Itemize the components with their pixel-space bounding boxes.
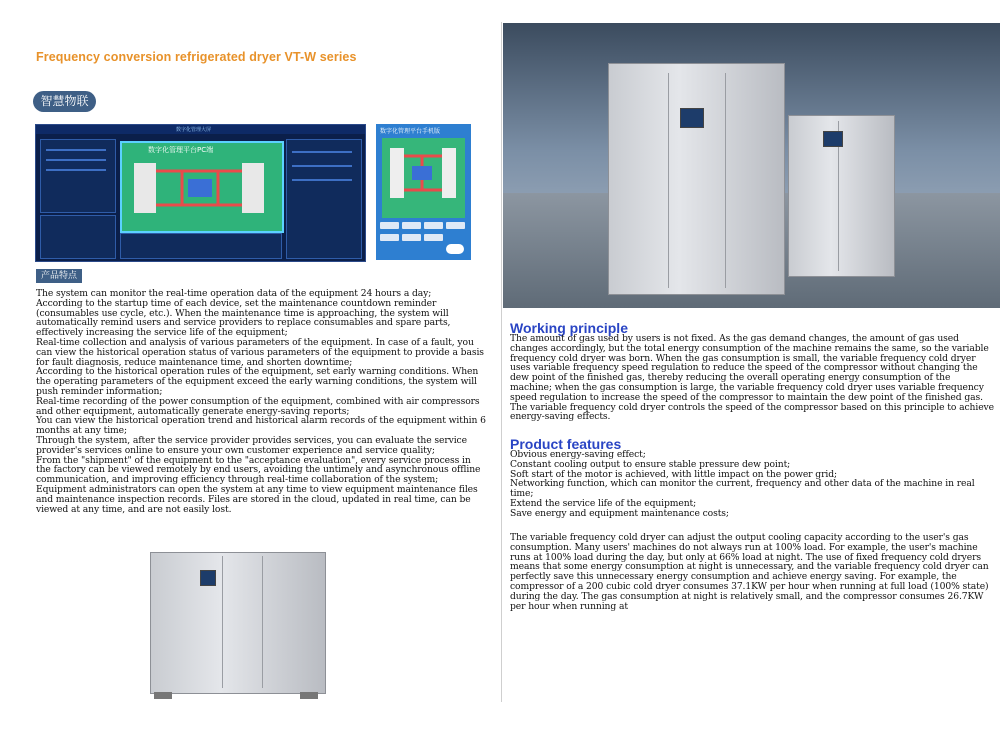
feature-item: Save energy and equipment maintenance costs; bbox=[510, 507, 729, 519]
left-paragraph: You can view the historical operation trend and historical alarm records of the equipment within 6 months at any time; bbox=[36, 415, 486, 437]
machine-body bbox=[150, 552, 326, 694]
hero-product-image bbox=[503, 23, 1000, 308]
dashboard-top-title: 数字化管理大屏 bbox=[176, 127, 212, 133]
left-paragraph: From the "shipment" of the equipment to the "acceptance evaluation", every service process in the factory can be viewed remotely by end users, avoiding the untimely and asynchronous offline communication, and improving efficiency through real-time collaboration of the system; bbox=[36, 454, 481, 486]
dashboard-row bbox=[292, 179, 352, 181]
mobile-btn bbox=[424, 222, 443, 229]
machine-control-screen bbox=[200, 570, 216, 586]
mobile-btn bbox=[424, 234, 443, 241]
left-paragraph: Equipment administrators can open the system at any time to view equipment maintenance files and maintenance inspection records. Files are stored in the cloud, updated in real time, can be viewed at any time, and are not easily lost. bbox=[36, 483, 478, 515]
mobile-btn bbox=[380, 222, 399, 229]
dashboard-bottom-panel bbox=[120, 233, 282, 259]
feature-item: Constant cooling output to ensure stable pressure dew point; bbox=[510, 458, 791, 470]
dashboard-row bbox=[46, 169, 106, 171]
mobile-btn bbox=[402, 234, 421, 241]
feature-item: Soft start of the motor is achieved, with little impact on the power grid; bbox=[510, 468, 837, 480]
schematic-tank-2 bbox=[242, 163, 264, 213]
dashboard-left-bottom-panel bbox=[40, 215, 116, 259]
machine-foot bbox=[154, 692, 172, 699]
feature-item: Extend the service life of the equipment; bbox=[510, 497, 697, 509]
page-title: Frequency conversion refrigerated dryer VT-W series bbox=[36, 50, 357, 64]
dashboard-pc-screen bbox=[120, 141, 284, 233]
product-features-heading: Product features bbox=[510, 436, 622, 452]
variable-frequency-paragraph: The variable frequency cold dryer can adjust the output cooling capacity according to the user's gas consumption. Many users' machines do not always run at 100% load. For example, the user's machine runs at 100% load during the day, but only at 66% load at night. The use of fixed frequency cold dryers means that some energy consumption at night is unnecessary, and the variable frequency cold dryer can perfectly save this unnecessary energy consumption and achieve energy saving. For example, the compressor of a 200 cubic cold dryer consumes 37.1KW per hour when running at full load (100% state) during the day. The gas consumption at night is relatively small, and the compressor consumes 26.7KW per hour when running at bbox=[510, 532, 989, 612]
hero-panel-seam bbox=[668, 73, 669, 288]
dashboard-row bbox=[46, 149, 106, 151]
mobile-btn bbox=[446, 222, 465, 229]
working-principle-body: The amount of gas used by users is not fixed. As the gas demand changes, the amount of gas used changes accordingly, but the total energy consumption of the machine remains the same, so the variable frequency cold dryer was born. When the gas consumption is small, the variable frequency cold dryer uses variable frequency speed regulation to reduce the speed of the compressor without changing the dew point of the finished gas, thereby reducing the overall operating energy consumption of the machine; when the gas consumption is large, the variable frequency cold dryer uses variable frequency speed regulation to increase the speed of the compressor to maintain the dew point of the finished gas. The variable frequency cold dryer controls the speed of the compressor based on this principle to achieve energy-saving effects. bbox=[510, 333, 994, 423]
dryer-machine-image bbox=[150, 552, 326, 699]
dashboard-mobile-screen bbox=[382, 138, 465, 218]
left-body-text bbox=[36, 289, 488, 514]
dashboard-pc-screen-title: 数字化管理平台PC端 bbox=[148, 146, 214, 154]
left-paragraph: Through the system, after the service provider provides services, you can evaluate the service provider's services online to ensure your own customer experience and service quality; bbox=[36, 434, 467, 456]
hero-large-control-screen bbox=[680, 108, 704, 128]
mobile-schematic-graphic bbox=[382, 138, 465, 218]
dashboard-pc-image bbox=[35, 124, 366, 262]
dashboard-mobile-title: 数字化管理平台手机版 bbox=[380, 128, 441, 135]
schematic-compressor bbox=[188, 179, 212, 197]
dashboard-row bbox=[46, 159, 106, 161]
left-paragraph: Real-time recording of the power consumption of the equipment, combined with air compressors and other equipment, automatically generate energy-saving reports; bbox=[36, 395, 480, 417]
left-paragraph: According to the startup time of each device, set the maintenance countdown reminder (consumables use cycle, etc.). When the maintenance time is approaching, the system will automatically remind users and service providers to replace consumables and spare parts, effectively increasing the service life of the equipment; bbox=[36, 297, 451, 339]
machine-panel-seam bbox=[222, 556, 223, 688]
features-badge: 产品特点 bbox=[36, 269, 82, 283]
mobile-btn bbox=[380, 234, 399, 241]
feature-item: Networking function, which can monitor the current, frequency and other data of the machine in real time; bbox=[510, 478, 975, 500]
left-paragraph: The system can monitor the real-time operation data of the equipment 24 hours a day; bbox=[36, 288, 432, 299]
mobile-compressor bbox=[412, 166, 432, 180]
feature-item: Obvious energy-saving effect; bbox=[510, 449, 646, 460]
machine-panel-seam bbox=[262, 556, 263, 688]
mobile-btn bbox=[402, 222, 421, 229]
mobile-tank-2 bbox=[442, 148, 456, 198]
dashboard-row bbox=[292, 151, 352, 153]
left-paragraph: According to the historical operation rules of the equipment, set early warning conditions. When the operating parameters of the equipment exceed the early warning conditions, the system will push reminder information; bbox=[36, 366, 479, 397]
column-divider bbox=[501, 22, 502, 702]
dashboard-mobile-image bbox=[376, 124, 471, 260]
dashboard-row bbox=[292, 165, 352, 167]
hero-large-machine bbox=[608, 63, 785, 295]
schematic-tank-1 bbox=[134, 163, 156, 213]
hero-small-control-screen bbox=[823, 131, 843, 147]
left-paragraph: Real-time collection and analysis of various parameters of the equipment. In case of a fault, you can view the historical operation status of various parameters of the equipment to provide a basis for fault diagnosis, reduce maintenance time, and shorten downtime; bbox=[36, 336, 484, 368]
iot-badge: 智慧物联 bbox=[33, 91, 96, 112]
mobile-tank-1 bbox=[390, 148, 404, 198]
mobile-toggle bbox=[446, 244, 464, 254]
dryer-schematic-graphic bbox=[122, 157, 278, 227]
hero-panel-seam bbox=[725, 73, 726, 288]
dashboard-right-panel bbox=[286, 139, 362, 259]
working-principle-heading: Working principle bbox=[510, 320, 628, 336]
machine-foot bbox=[300, 692, 318, 699]
product-features-list bbox=[510, 450, 994, 519]
